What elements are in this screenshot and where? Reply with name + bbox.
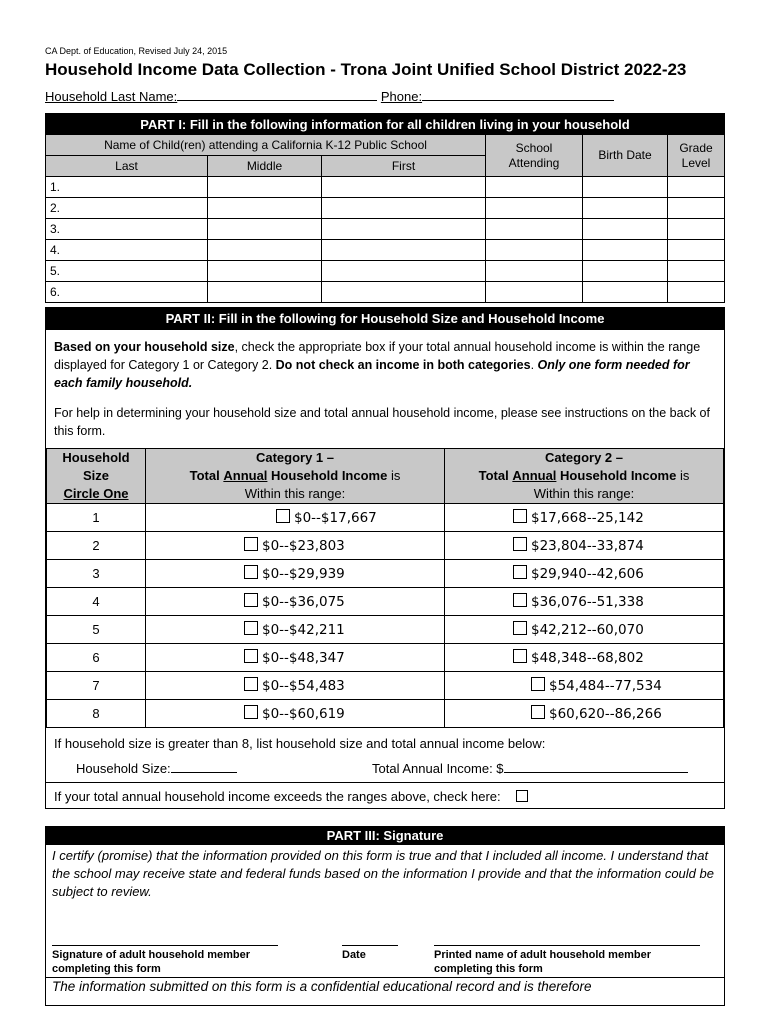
last-name-field[interactable] [177,88,377,101]
category2-header: Category 2 – Total Annual Household Income is Within this range: [445,449,724,504]
table-row: 2 $0--$23,803 $23,804--33,874 [47,532,724,560]
birth-header: Birth Date [583,135,668,177]
table-row: 6 $0--$48,347 $48,348--68,802 [47,644,724,672]
last-name-label: Household Last Name: [45,89,178,104]
checkbox-icon[interactable] [513,509,527,523]
checkbox-icon[interactable] [513,649,527,663]
part2-intro: Based on your household size, check the appropriate box if your total annual household income is within the range displayed for Category 1 or Category 2. Do not check an income in both categories. Only one form needed for each family household. [54,340,701,390]
checkbox-icon[interactable] [244,621,258,635]
part2-title: PART II: Fill in the following for Household Size and Household Income [46,308,724,330]
checkbox-icon[interactable] [531,677,545,691]
checkbox-icon[interactable] [531,705,545,719]
checkbox-icon[interactable] [244,705,258,719]
over8-instruction: If household size is greater than 8, list household size and total annual income below: [54,736,546,751]
names-header: Name of Child(ren) attending a California K-12 Public School [46,135,486,156]
checkbox-icon[interactable] [244,649,258,663]
name-phone-line [45,88,614,104]
checkbox-icon[interactable] [244,537,258,551]
checkbox-icon[interactable] [513,565,527,579]
certify-text: I certify (promise) that the information provided on this form is true and that I included all income. I understand that the school may receive state and federal funds based on the information I provide and that the information could be subject to review. [52,848,714,899]
part1-table [45,113,725,303]
part3-title: PART III: Signature [46,827,724,845]
phone-field[interactable] [422,88,614,101]
checkbox-icon[interactable] [244,593,258,607]
table-row: 4. [46,240,725,261]
table-row: 3 $0--$29,939 $29,940--42,606 [47,560,724,588]
exceeds-checkbox-icon[interactable] [516,790,528,802]
date-field[interactable]: Date [342,945,398,962]
table-row: 8 $0--$60,619 $60,620--86,266 [47,700,724,728]
phone-label: Phone: [380,89,423,104]
part3-section [45,826,725,1006]
category1-header: Category 1 – Total Annual Household Income is Within this range: [146,449,445,504]
page-title: Household Income Data Collection - Trona Joint Unified School District 2022-23 [45,60,687,79]
table-row: 5. [46,261,725,282]
exceeds-line: If your total annual household income exceeds the ranges above, check here: [54,789,532,804]
over8-fields: Household Size: Total Annual Income: $ [76,760,716,776]
table-row: 1 $0--$17,667 $17,668--25,142 [47,504,724,532]
last-header: Last [46,156,208,177]
household-size-header: Household Size Circle One [47,449,146,504]
checkbox-icon[interactable] [513,593,527,607]
signature-field[interactable]: Signature of adult household member completing this form [52,945,278,976]
total-income-field[interactable] [504,760,688,773]
part2-help: For help in determining your household size and total annual household income, please see instructions on the back of this form. [54,406,710,438]
income-table [46,448,724,728]
table-row: 6. [46,282,725,303]
grade-header: Grade Level [668,135,725,177]
printed-name-field[interactable]: Printed name of adult household member completing this form [434,945,700,976]
school-header: School Attending [486,135,583,177]
household-size-field[interactable] [171,760,237,773]
checkbox-icon[interactable] [244,565,258,579]
checkbox-icon[interactable] [244,677,258,691]
confidential-note: The information submitted on this form is a confidential educational record and is therefore [52,979,592,994]
middle-header: Middle [208,156,322,177]
part2-section [45,307,725,809]
first-header: First [322,156,486,177]
table-row: 2. [46,198,725,219]
checkbox-icon[interactable] [513,621,527,635]
revision-note: CA Dept. of Education, Revised July 24, 2015 [45,46,228,56]
table-row: 7 $0--$54,483 $54,484--77,534 [47,672,724,700]
table-row: 1. [46,177,725,198]
table-row: 3. [46,219,725,240]
part1-title: PART I: Fill in the following information for all children living in your household [46,114,725,135]
checkbox-icon[interactable] [276,509,290,523]
table-row: 5 $0--$42,211 $42,212--60,070 [47,616,724,644]
checkbox-icon[interactable] [513,537,527,551]
table-row: 4 $0--$36,075 $36,076--51,338 [47,588,724,616]
